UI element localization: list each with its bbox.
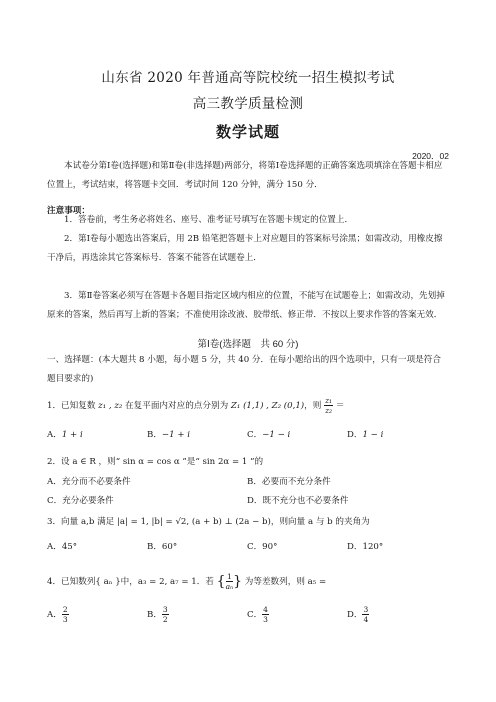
q1-text-a: 1．已知复数 — [47, 401, 96, 411]
q2-option-c: C．充分必要条件 — [47, 496, 114, 506]
q4-text-a: 4．已知数列{ aₙ }中，a₃ = 2, a₇ = 1．若 — [47, 577, 214, 587]
q4-frac-den: aₙ — [225, 582, 234, 591]
q3-option-a: A．45° — [47, 542, 78, 552]
q1-points: Z₁ (1,1) , Z₂ (0,1) — [230, 401, 305, 411]
notes-heading: 注意事项： — [47, 205, 90, 215]
question-2-stem: 2．设 a ∈ R ，则“ sin α = cos α ”是“ sin 2α = 1 ”的 — [47, 457, 264, 467]
section-instruction: 一、选择题：(本大题共 8 小题，每小题 5 分，共 40 分．在每小题给出的四个选项中，只有一项是符合题目要求的) — [47, 355, 441, 384]
note-item-1: 1．答卷前，考生务必将姓名、座号、准考证号填写在答题卡规定的位置上． — [64, 215, 354, 225]
q4-left-brace: { — [216, 573, 226, 590]
q4-frac-num: 1 — [226, 572, 232, 581]
exam-title-line1: 山东省 2020 年普通高等院校统一招生模拟考试 — [101, 70, 395, 86]
q3-option-b: B．60° — [147, 542, 178, 552]
exam-title-main: 数学试题 — [215, 123, 280, 141]
q4-right-brace: } — [233, 573, 243, 590]
q2-option-b: B．必要而不充分条件 — [247, 477, 331, 487]
q1-text-c: 在复平面内对应的点分别为 — [125, 401, 229, 411]
q1-fraction — [324, 396, 333, 415]
q4-fraction — [226, 572, 234, 591]
q2-option-a: A．充分而不必要条件 — [47, 477, 131, 487]
q1-frac-den: z₂ — [325, 406, 333, 415]
intro-paragraph: 本试卷分第Ⅰ卷(选择题)和第Ⅱ卷(非选择题)两部分，将第Ⅰ卷选择题的正确答案选项填涂在答题卡相应位置上，考试结束，将答题卡交回．考试时间 120 分钟，满分 150 分． — [47, 161, 443, 190]
q1-text-e: ，则 — [304, 401, 322, 411]
q1-option-b: B．−1 + i — [147, 430, 191, 440]
q4-option-b: B． $\frac{3}{2}$ — [147, 605, 168, 624]
q4-option-a: A． $\frac{2}{3}$ — [47, 605, 68, 624]
q1-frac-num: z₁ — [325, 396, 333, 405]
exam-title-line2: 高三教学质量检测 — [192, 96, 304, 112]
q3-option-d: D．120° — [347, 542, 384, 552]
q1-text-f: ＝ — [335, 401, 345, 411]
exam-date: 2020．02 — [412, 151, 449, 161]
note-item-2: 2．第Ⅰ卷每小题选出答案后，用 2B 铅笔把答题卡上对应题目的答案标号涂黑；如需改动，用橡皮擦干净后，再选涂其它答案标号．答案不能答在试题卷上． — [47, 234, 443, 263]
question-1-stem — [47, 396, 344, 415]
question-3-stem: 3．向量 a,b 满足 |a| = 1, |b| = √2, (a + b) ⊥ (2a − b)，则向量 a 与 b 的夹角为 — [47, 517, 370, 527]
q4-option-d: D． $\frac{3}{4}$ — [347, 605, 369, 624]
q1-option-d: D．1 − i — [347, 430, 384, 440]
question-4-stem — [47, 572, 326, 591]
q1-var-z: z₁ , z₂ — [98, 401, 123, 411]
q2-option-d: D．既不充分也不必要条件 — [247, 496, 349, 506]
section-title: 第Ⅰ卷(选择题 共 60 分) — [197, 339, 299, 350]
q4-text-b: 为等差数列，则 a₅ = — [244, 577, 327, 587]
q1-option-c: C．−1 − i — [247, 430, 291, 440]
q4-option-c: C． $\frac{4}{3}$ — [247, 605, 268, 624]
note-item-3: 3．第Ⅱ卷答案必须写在答题卡各题目指定区域内相应的位置，不能写在试题卷上；如需改动，先划掉原来的答案，然后再写上新的答案；不准使用涂改液、胶带纸、修正带．不按以上要求作答的答案无效． — [47, 291, 445, 320]
q3-option-c: C．90° — [247, 542, 278, 552]
q1-option-a: A．1 + i — [47, 430, 83, 440]
